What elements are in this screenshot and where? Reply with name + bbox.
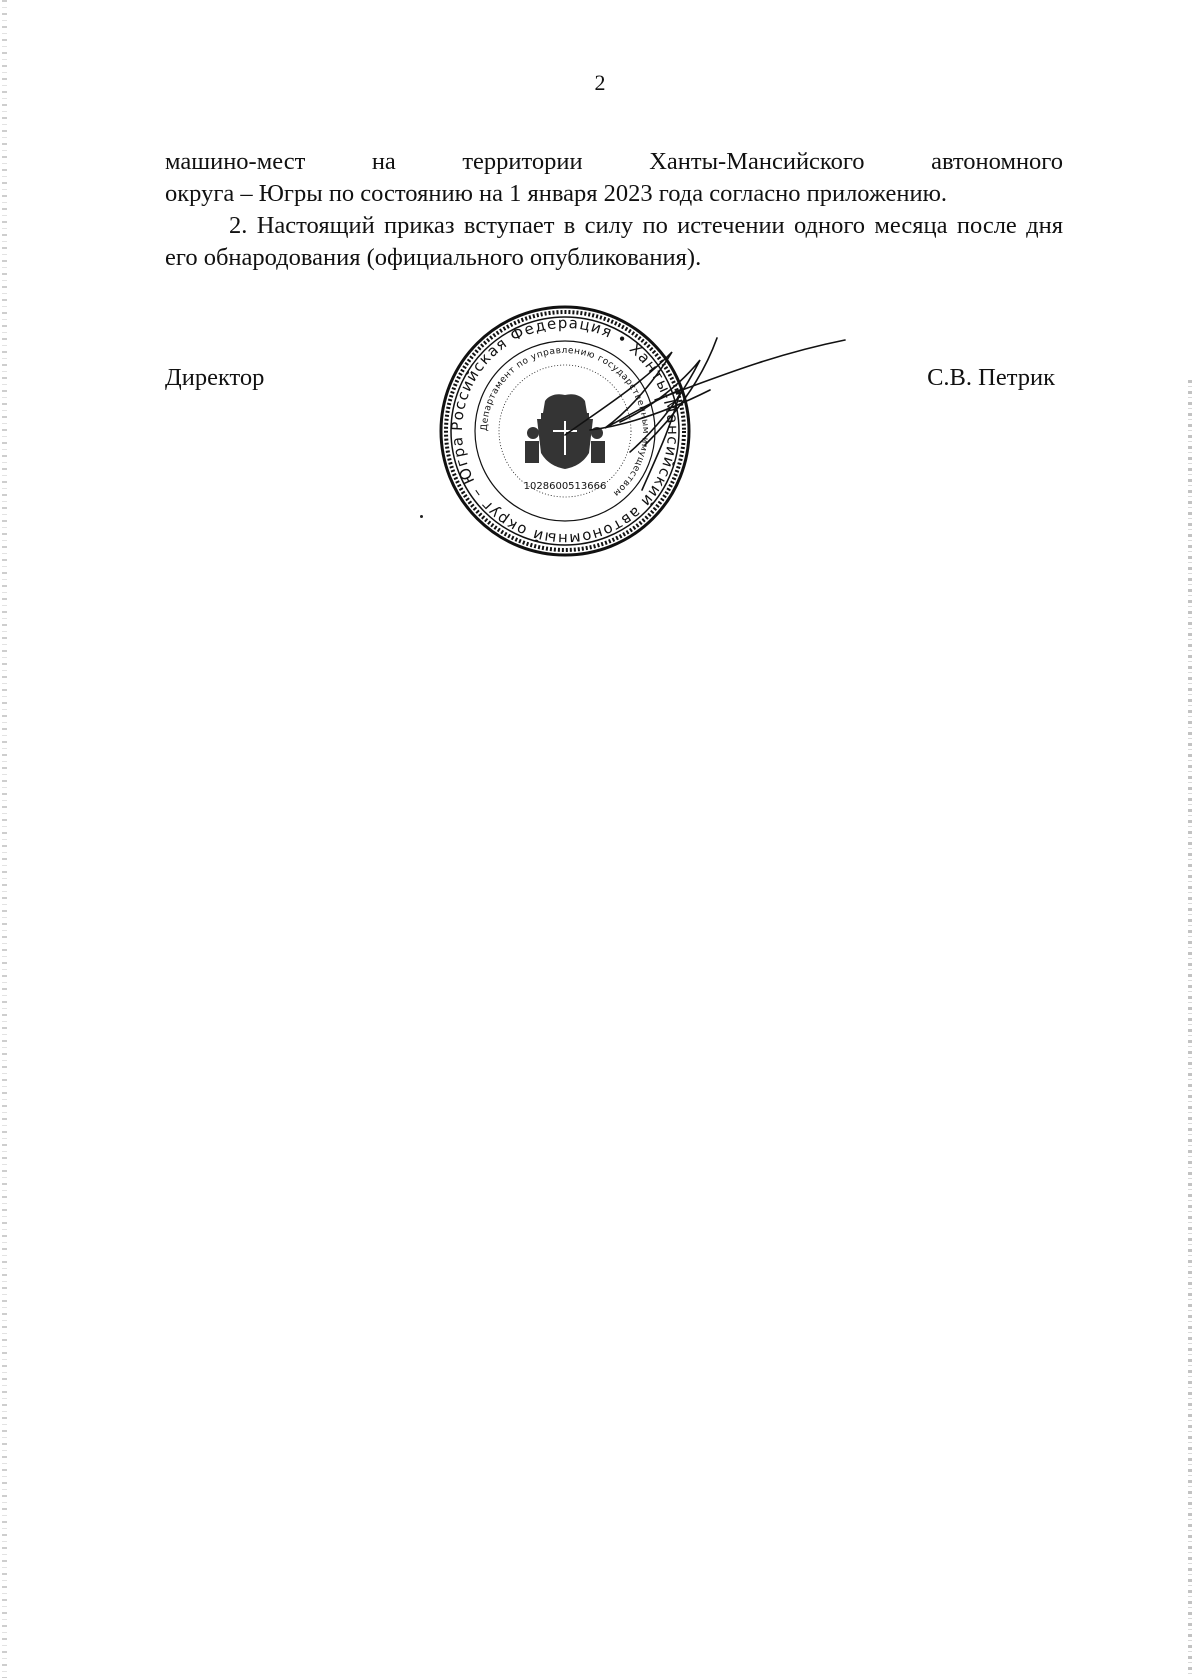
seal-inner-text: Департамент по управлению государственным имуществом	[479, 345, 651, 499]
paragraph-2: 2. Настоящий приказ вступает в силу по истечении одного месяца после дня его обнародования (официального опубликования).	[165, 212, 1063, 271]
seal-outer-text: Российская Федерация • Ханты-Мансийский автономный округ – Югра	[447, 313, 683, 549]
scan-edge-left	[2, 0, 7, 1678]
handwritten-signature-icon	[560, 330, 860, 500]
body-text	[165, 146, 1063, 274]
signatory-title: Директор	[165, 364, 265, 391]
scan-edge-right	[1188, 380, 1192, 1678]
paragraph-1-line-1: машино-мест на территории Ханты-Мансийского автономного	[165, 148, 1063, 175]
signatory-name: С.В. Петрик	[927, 364, 1055, 391]
scan-dot	[420, 515, 423, 518]
paragraph-1-line-2: округа – Югры по состоянию на 1 января 2023 года согласно приложению.	[165, 180, 948, 207]
page-number: 2	[594, 70, 606, 95]
seal-numbers: 1028600513666	[523, 481, 607, 492]
